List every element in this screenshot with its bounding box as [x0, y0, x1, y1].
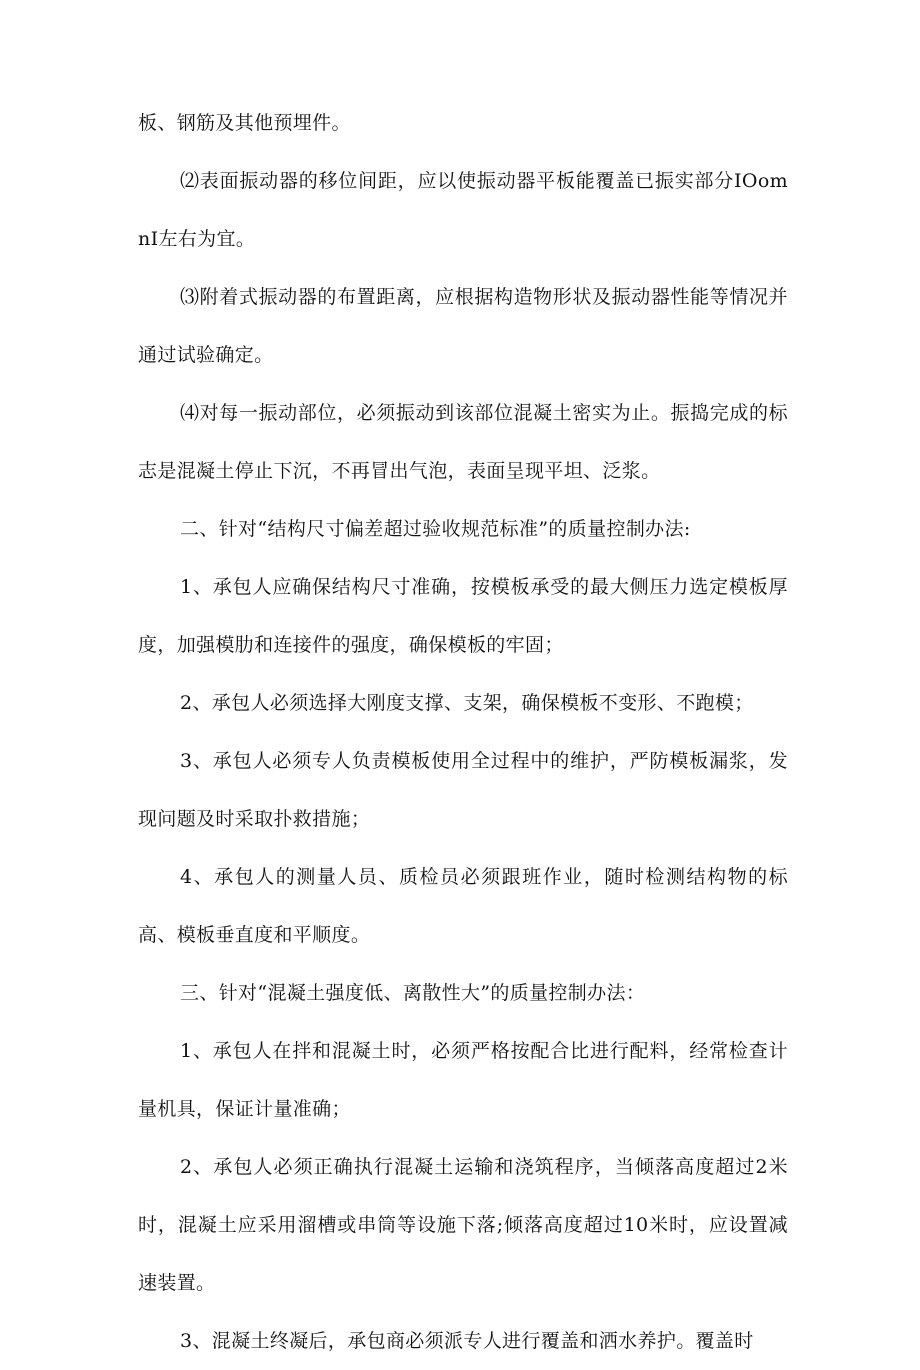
paragraph-item-3: ⑶附着式振动器的布置距离，应根据构造物形状及振动器性能等情况并通过试验确定。	[138, 286, 788, 366]
paragraph-item-2: ⑵表面振动器的移位间距，应以使振动器平板能覆盖已振实部分IOomnI左右为宜。	[138, 170, 788, 250]
document-body	[138, 94, 788, 1370]
paragraph-section2-item-4: 4、承包人的测量人员、质检员必须跟班作业，随时检测结构物的标高、模板垂直度和平顺度。	[138, 866, 788, 946]
paragraph-section3-item-2: 2、承包人必须正确执行混凝土运输和浇筑程序，当倾落高度超过2米时，混凝土应采用溜槽或串筒等设施下落;倾落高度超过10米时，应设置减速装置。	[138, 1156, 788, 1294]
section-heading-3: 三、针对“混凝土强度低、离散性大”的质量控制办法：	[180, 982, 646, 1004]
paragraph-item-4: ⑷对每一振动部位，必须振动到该部位混凝土密实为止。振捣完成的标志是混凝土停止下沉，不再冒出气泡，表面呈现平坦、泛浆。	[138, 402, 788, 482]
paragraph-section3-item-1: 1、承包人在拌和混凝土时，必须严格按配合比进行配料，经常检查计量机具，保证计量准确；	[138, 1040, 788, 1120]
paragraph-section2-item-2: 2、承包人必须选择大刚度支撑、支架，确保模板不变形、不跑模；	[180, 692, 754, 714]
paragraph-section2-item-1: 1、承包人应确保结构尺寸准确，按模板承受的最大侧压力选定模板厚度，加强模肋和连接件的强度，确保模板的牢固；	[138, 576, 788, 656]
paragraph-continuation: 板、钢筋及其他预埋件。	[138, 112, 351, 134]
section-heading-2: 二、针对“结构尺寸偏差超过验收规范标准”的质量控制办法:	[180, 518, 691, 540]
paragraph-section2-item-3: 3、承包人必须专人负责模板使用全过程中的维护，严防模板漏浆，发现问题及时采取扑救措施；	[138, 750, 788, 830]
paragraph-section3-item-3: 3、混凝土终凝后，承包商必须派专人进行覆盖和洒水养护。覆盖时	[180, 1330, 754, 1352]
